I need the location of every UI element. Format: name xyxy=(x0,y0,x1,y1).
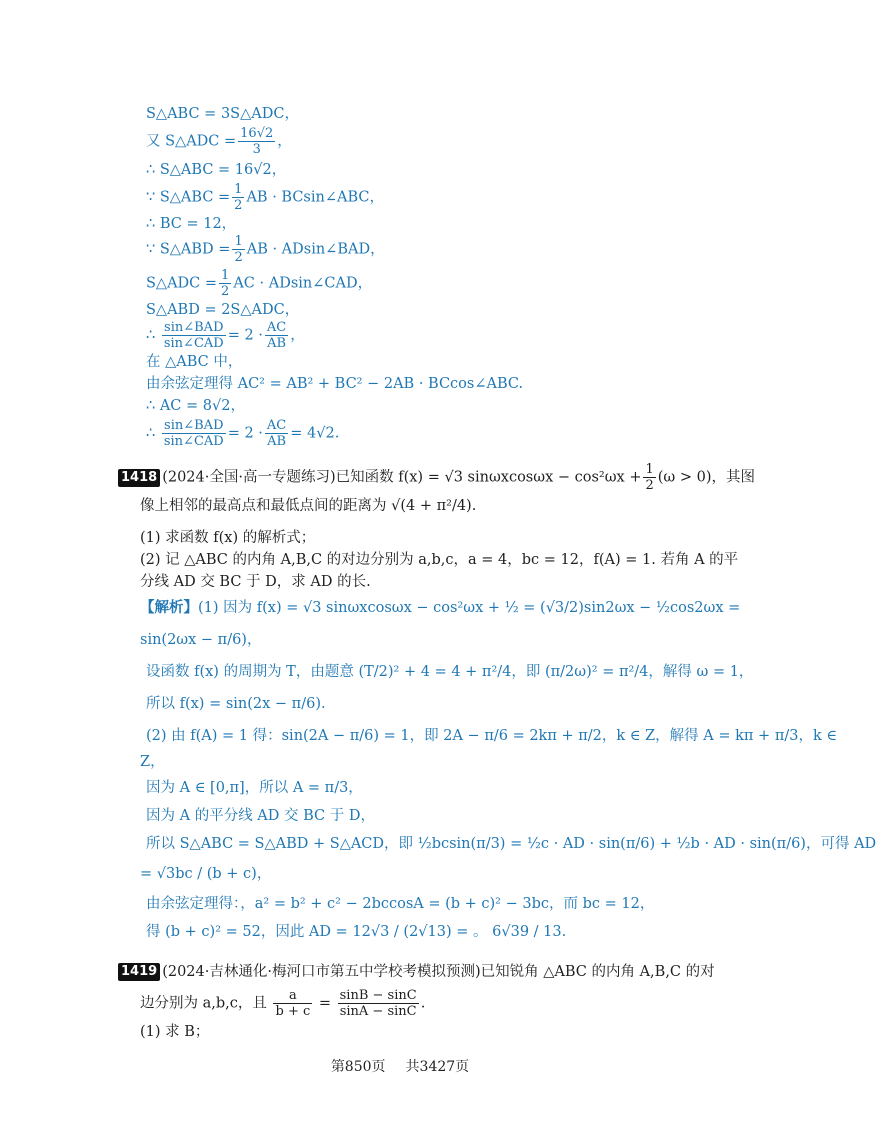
line: S△ABC = 3S△ADC， xyxy=(146,106,299,122)
problem-1418-stem-2: 像上相邻的最高点和最低点间的距离为 √(4 + π²/4). xyxy=(140,498,477,514)
problem-1419-stem: 1419 (2024·吉林通化·梅河口市第五中学校考模拟预测)已知锐角 △ABC 的内角 A,B,C 的对 xyxy=(118,962,715,982)
solution-line: 得 (b + c)² = 52，因此 AD = 12√3 / (2√13) = 。 6√39 / 13. xyxy=(146,924,567,940)
line: 在 △ABC 中， xyxy=(146,354,243,370)
solution-line: 设函数 f(x) 的周期为 T，由题意 (T/2)² + 4 = 4 + π²/4，即 (π/2ω)² = π²/4，解得 ω = 1， xyxy=(146,664,754,680)
solution-line: 【解析】(1) 因为 f(x) = √3 sinωxcosωx − cos²ωx + ½ = (√3/2)sin2ωx − ½cos2ωx = xyxy=(140,599,741,616)
solution-line: 由余弦定理得：，a² = b² + c² − 2bccosA = (b + c)² − 3bc，而 bc = 12， xyxy=(146,896,655,912)
line: ∴ S△ABC = 16√2， xyxy=(146,162,287,178)
page-footer xyxy=(0,1056,800,1076)
problem-1418-q1: (1) 求函数 f(x) 的解析式； xyxy=(140,530,316,546)
line: ∴ $\frac{\text{sin∠BAD}}{\text{sin∠CAD}}$ = 2 · $\frac{AC}{AB}$ ， xyxy=(146,320,305,351)
problem-1418-q2: (2) 记 △ABC 的内角 A,B,C 的对边分别为 a,b,c，a = 4，bc = 12，f(A) = 1. 若角 A 的平 xyxy=(140,552,739,568)
problem-1419-stem-2: 边分别为 a,b,c，且 $\frac{a}{b + c}$ = $\frac{\sin B - \sin C}{\sin A - \sin C}$ . xyxy=(140,988,426,1019)
problem-number-badge: 1419 xyxy=(118,963,160,981)
problem-1419-q1: (1) 求 B； xyxy=(140,1024,210,1040)
solution-line: 所以 f(x) = sin(2x − π/6). xyxy=(146,696,326,712)
solution-line: 因为 A ∈ [0,π]，所以 A = π/3， xyxy=(146,780,363,796)
line: 由余弦定理得 AC² = AB² + BC² − 2AB · BCcos∠ABC. xyxy=(146,376,524,392)
solution-line: sin(2ωx − π/6)， xyxy=(140,632,262,648)
solution-line: 所以 S△ABC = S△ABD + S△ACD，即 ½bcsin(π/3) = ½c · AD · sin(π/6) + ½b · AD · sin(π/6)，可得 AD xyxy=(146,836,876,852)
solution-line: (2) 由 f(A) = 1 得：sin(2A − π/6) = 1，即 2A − π/6 = 2kπ + π/2，k ∈ Z，解得 A = kπ + π/3，k ∈ xyxy=(146,728,838,744)
problem-1418-q2-cont: 分线 AD 交 BC 于 D，求 AD 的长. xyxy=(140,574,371,590)
page-total: 共3427页 xyxy=(405,1059,470,1075)
line: 又 S△ADC = $\frac{16√2}{3}$ ， xyxy=(146,126,292,157)
solution-line: Z， xyxy=(140,754,165,770)
problem-1418-stem: 1418 (2024·全国·高一专题练习)已知函数 f(x) = √3 sinωxcosωx − cos²ωx + $\frac{1}{2}$ (ω > 0)，其图 xyxy=(118,462,755,493)
line: S△ABD = 2S△ADC， xyxy=(146,302,300,318)
line: ∴ $\frac{\text{sin∠BAD}}{\text{sin∠CAD}}$ = 2 · $\frac{AC}{AB}$ = 4√2. xyxy=(146,418,340,449)
page-number: 第850页 xyxy=(330,1059,386,1075)
line: ∵ S△ABD = $\frac{1}{2}$ AB · ADsin∠BAD， xyxy=(146,234,385,265)
line: S△ADC = $\frac{1}{2}$ AC · ADsin∠CAD， xyxy=(146,268,373,299)
solution-line: 因为 A 的平分线 AD 交 BC 于 D， xyxy=(146,808,375,824)
solution-tag: 【解析】 xyxy=(140,599,198,616)
problem-number-badge: 1418 xyxy=(118,469,160,487)
line: ∴ BC = 12， xyxy=(146,216,237,232)
solution-line: = √3bc / (b + c)， xyxy=(140,866,272,882)
line: ∵ S△ABC = $\frac{1}{2}$ AB · BCsin∠ABC， xyxy=(146,182,384,213)
line: ∴ AC = 8√2， xyxy=(146,398,245,414)
